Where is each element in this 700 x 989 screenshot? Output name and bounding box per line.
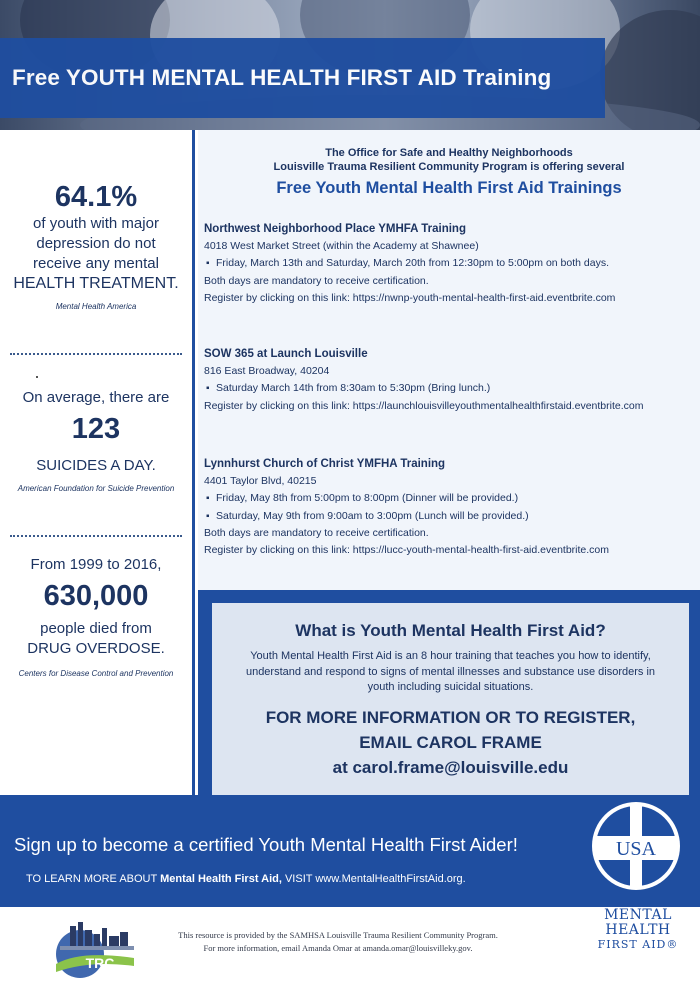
session-note: Both days are mandatory to receive certification.	[204, 526, 429, 539]
session-register-link[interactable]: Register by clicking on this link: https://nwnp-youth-mental-health-first-aid.eventbrite.com	[204, 291, 616, 304]
session-name: SOW 365 at Launch Louisville	[204, 348, 368, 360]
session-northwest	[204, 221, 698, 307]
contact-email[interactable]: at carol.frame@louisville.edu	[332, 757, 569, 777]
session-address: 4401 Taylor Blvd, 40215	[204, 475, 317, 488]
cta-line: FOR MORE INFORMATION OR TO REGISTER,	[265, 707, 636, 727]
divider	[10, 353, 182, 355]
stat-value: 123	[71, 413, 121, 445]
session-address: 816 East Broadway, 40204	[204, 365, 330, 378]
stat-suicides: On average, there are 123 SUICIDES A DAY. American Foundation for Suicide Prevention	[0, 388, 192, 493]
stat-source: American Foundation for Suicide Prevention	[17, 484, 175, 493]
learn-more-text: TO LEARN MORE ABOUT Mental Health First Aid, VISIT www.MentalHealthFirstAid.org.	[26, 873, 466, 885]
stat-depression: 64.1% of youth with major depression do not receive any mental HEALTH TREATMENT. Mental Health America	[0, 180, 192, 311]
stats-column	[0, 130, 195, 795]
trainings-headline: Free Youth Mental Health First Aid Trainings	[276, 179, 622, 197]
title-banner	[0, 38, 605, 118]
mhfa-logo-icon	[590, 800, 682, 892]
intro-text: The Office for Safe and Healthy Neighborhoods Louisville Trauma Resilient Community Program is offering several	[273, 147, 625, 173]
session-name: Northwest Neighborhood Place YMHFA Training	[204, 223, 466, 235]
footer-note: This resource is provided by the SAMHSA Louisville Trauma Resilient Community Program. For more information, email Amanda Omar at amanda.omar@louisvilleky.gov.	[178, 930, 498, 953]
mhfa-website-link[interactable]: VISIT www.MentalHealthFirstAid.org.	[284, 873, 466, 885]
session-sow365	[204, 346, 698, 415]
info-heading: What is Youth Mental Health First Aid?	[295, 621, 606, 640]
stat-value: 64.1%	[54, 181, 138, 213]
divider	[10, 535, 182, 537]
trc-logo-text: TRC	[85, 955, 115, 971]
session-register-link[interactable]: Register by clicking on this link: https://lucc-youth-mental-health-first-aid.eventbrite.com	[204, 544, 609, 557]
stat-overdose: From 1999 to 2016, 630,000 people died from DRUG OVERDOSE. Centers for Disease Control and Prevention	[0, 555, 192, 678]
cta-line: EMAIL CAROL FRAME	[359, 732, 542, 752]
signup-text: Sign up to become a certified Youth Mental Health First Aider!	[14, 834, 518, 855]
info-body: Youth Mental Health First Aid is an 8 hour training that teaches you how to identify, understand and respond to signs of mental illnesses and substance use disorders in youth including suicidal situations.	[245, 650, 656, 693]
info-panel	[212, 603, 689, 795]
logo-badge-text: USA	[615, 838, 657, 860]
trc-logo-icon	[50, 920, 140, 980]
session-register-link[interactable]: Register by clicking on this link: https://launchlouisvilleyouthmentalhealthfirstaid.eventbrite.com	[204, 399, 644, 412]
stat-value: 630,000	[43, 580, 149, 612]
session-date: ▪ Friday, May 8th from 5:00pm to 8:00pm (Dinner will be provided.)	[204, 490, 698, 507]
mhfa-wordmark: MENTAL HEALTH FIRST AID®	[597, 907, 679, 951]
stat-source: Mental Health America	[55, 302, 137, 311]
session-lynnhurst	[204, 456, 698, 559]
trainings-section	[198, 130, 700, 590]
session-address: 4018 West Market Street (within the Academy at Shawnee)	[204, 240, 479, 253]
session-date: ▪ Friday, March 13th and Saturday, March 20th from 12:30pm to 5:00pm on both days.	[204, 255, 698, 272]
session-date: ▪ Saturday March 14th from 8:30am to 5:30pm (Bring lunch.)	[204, 380, 698, 397]
session-date: ▪ Saturday, May 9th from 9:00am to 3:00pm (Lunch will be provided.)	[204, 508, 698, 525]
stat-source: Centers for Disease Control and Prevention	[18, 669, 174, 678]
session-note: Both days are mandatory to receive certification.	[204, 274, 429, 287]
page-title: Free YOUTH MENTAL HEALTH FIRST AID Training	[12, 65, 552, 90]
session-name: Lynnhurst Church of Christ YMFHA Training	[204, 458, 446, 470]
